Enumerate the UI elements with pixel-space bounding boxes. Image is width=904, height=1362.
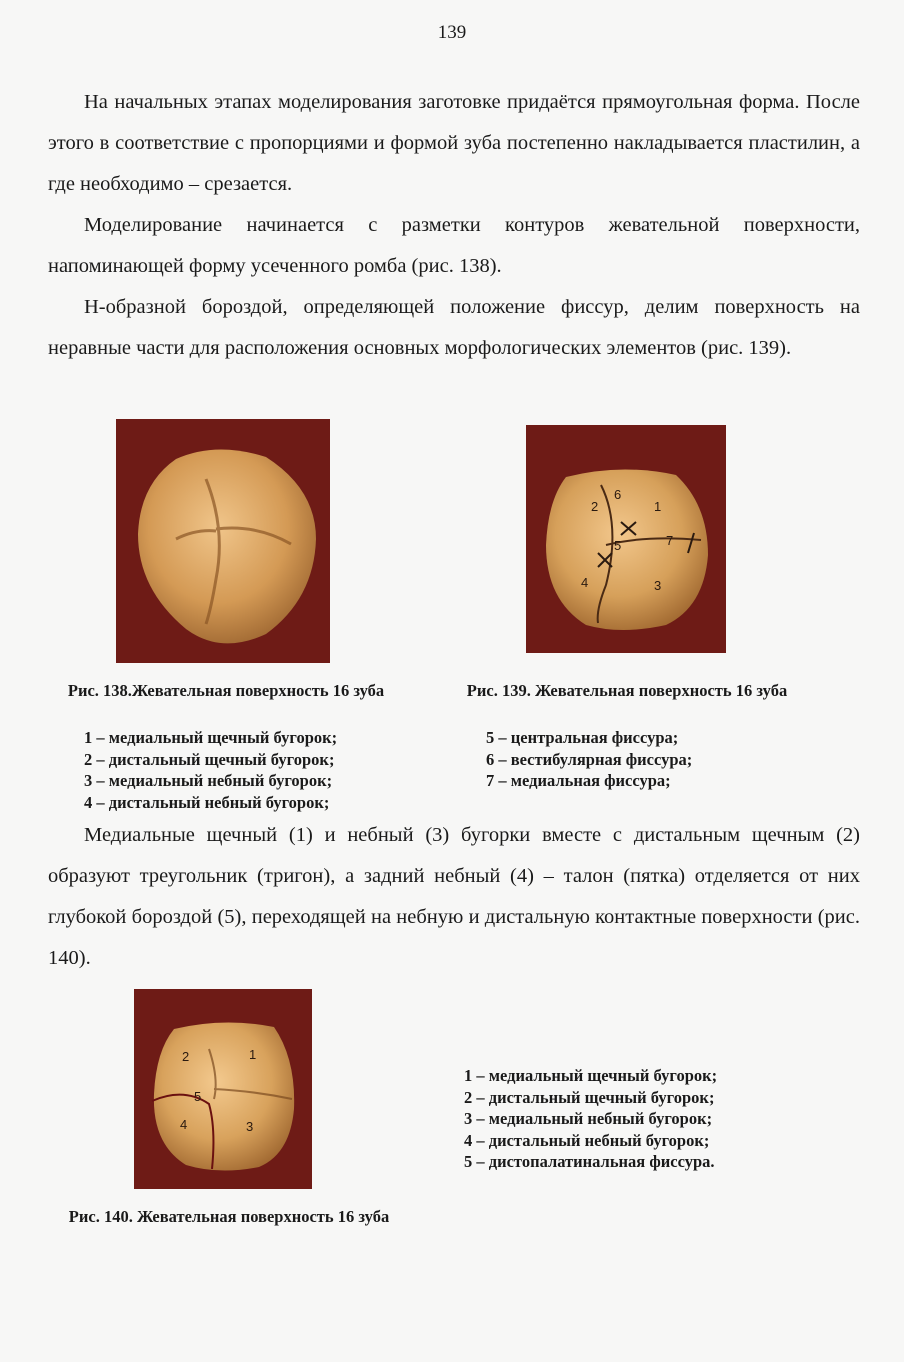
- legend-item: 2 – дистальный щечный бугорок;: [464, 1087, 715, 1107]
- label-3: 3: [246, 1119, 254, 1134]
- legend-item: 5 – дистопалатинальная фиссура.: [464, 1152, 715, 1171]
- figure-140-legend: [464, 1065, 717, 1173]
- figure-139-photo: [526, 425, 726, 653]
- label-5: 5: [194, 1089, 202, 1104]
- tooth-occlusal-labeled-icon: [134, 989, 312, 1189]
- label-6: 6: [614, 487, 622, 502]
- label-2: 2: [182, 1049, 190, 1064]
- label-1: 1: [654, 499, 662, 514]
- label-5: 5: [614, 538, 622, 553]
- label-3: 3: [654, 578, 662, 593]
- figure-138-caption: Рис. 138.Жевательная поверхность 16 зуба: [67, 681, 385, 700]
- paragraph-1: На начальных этапах моделирования заготовке придаётся прямоугольная форма. После этого в соответствие с пропорциями и формой зуба постепенно накладывается пластилин, а где необходимо – срезается.: [48, 91, 860, 195]
- label-4: 4: [180, 1117, 188, 1132]
- legend-item: 3 – медиальный небный бугорок;: [464, 1109, 713, 1128]
- paragraph-4: Медиальные щечный (1) и небный (3) бугорки вместе с дистальным щечным (2) образуют треугольник (тригон), а задний небный (4) – талон (пятка) отделяется от них глубокой бороздой (5), переходящей на небную и дистальную контактные поверхности (рис. 140).: [48, 824, 860, 969]
- legend-item: 1 – медиальный щечный бугорок;: [464, 1066, 718, 1085]
- legend-item: 1 – медиальный щечный бугорок;: [84, 728, 338, 747]
- figure-139-legend: [486, 727, 692, 792]
- figure-138-legend: [84, 727, 337, 813]
- legend-item: 2 – дистальный щечный бугорок;: [84, 749, 335, 769]
- label-7: 7: [666, 533, 674, 548]
- figure-140-photo: [134, 989, 312, 1189]
- tooth-occlusal-marked-icon: [526, 425, 726, 653]
- figure-138-photo: [116, 419, 330, 663]
- paragraph-2: Моделирование начинается с разметки контуров жевательной поверхности, напоминающей форму усеченного ромба (рис. 138).: [48, 214, 860, 277]
- legend-item: 3 – медиальный небный бугорок;: [84, 771, 333, 790]
- label-1: 1: [249, 1047, 257, 1062]
- figure-139-caption: Рис. 139. Жевательная поверхность 16 зуба: [466, 681, 788, 700]
- tooth-occlusal-icon: [116, 419, 330, 663]
- paragraph-3: Н-образной бороздой, определяющей положение фиссур, делим поверхность на неравные части для расположения основных морфологических элементов (рис. 139).: [48, 296, 860, 359]
- legend-item: 4 – дистальный небный бугорок;: [464, 1130, 710, 1150]
- legend-item: 6 – вестибулярная фиссура;: [486, 749, 693, 769]
- legend-item: 4 – дистальный небный бугорок;: [84, 792, 330, 812]
- legend-item: 7 – медиальная фиссура;: [486, 771, 671, 790]
- label-4: 4: [581, 575, 589, 590]
- page-number: 139: [437, 22, 467, 43]
- legend-item: 5 – центральная фиссура;: [486, 728, 679, 747]
- label-2: 2: [591, 499, 599, 514]
- figure-140-caption: Рис. 140. Жевательная поверхность 16 зуба: [68, 1207, 390, 1226]
